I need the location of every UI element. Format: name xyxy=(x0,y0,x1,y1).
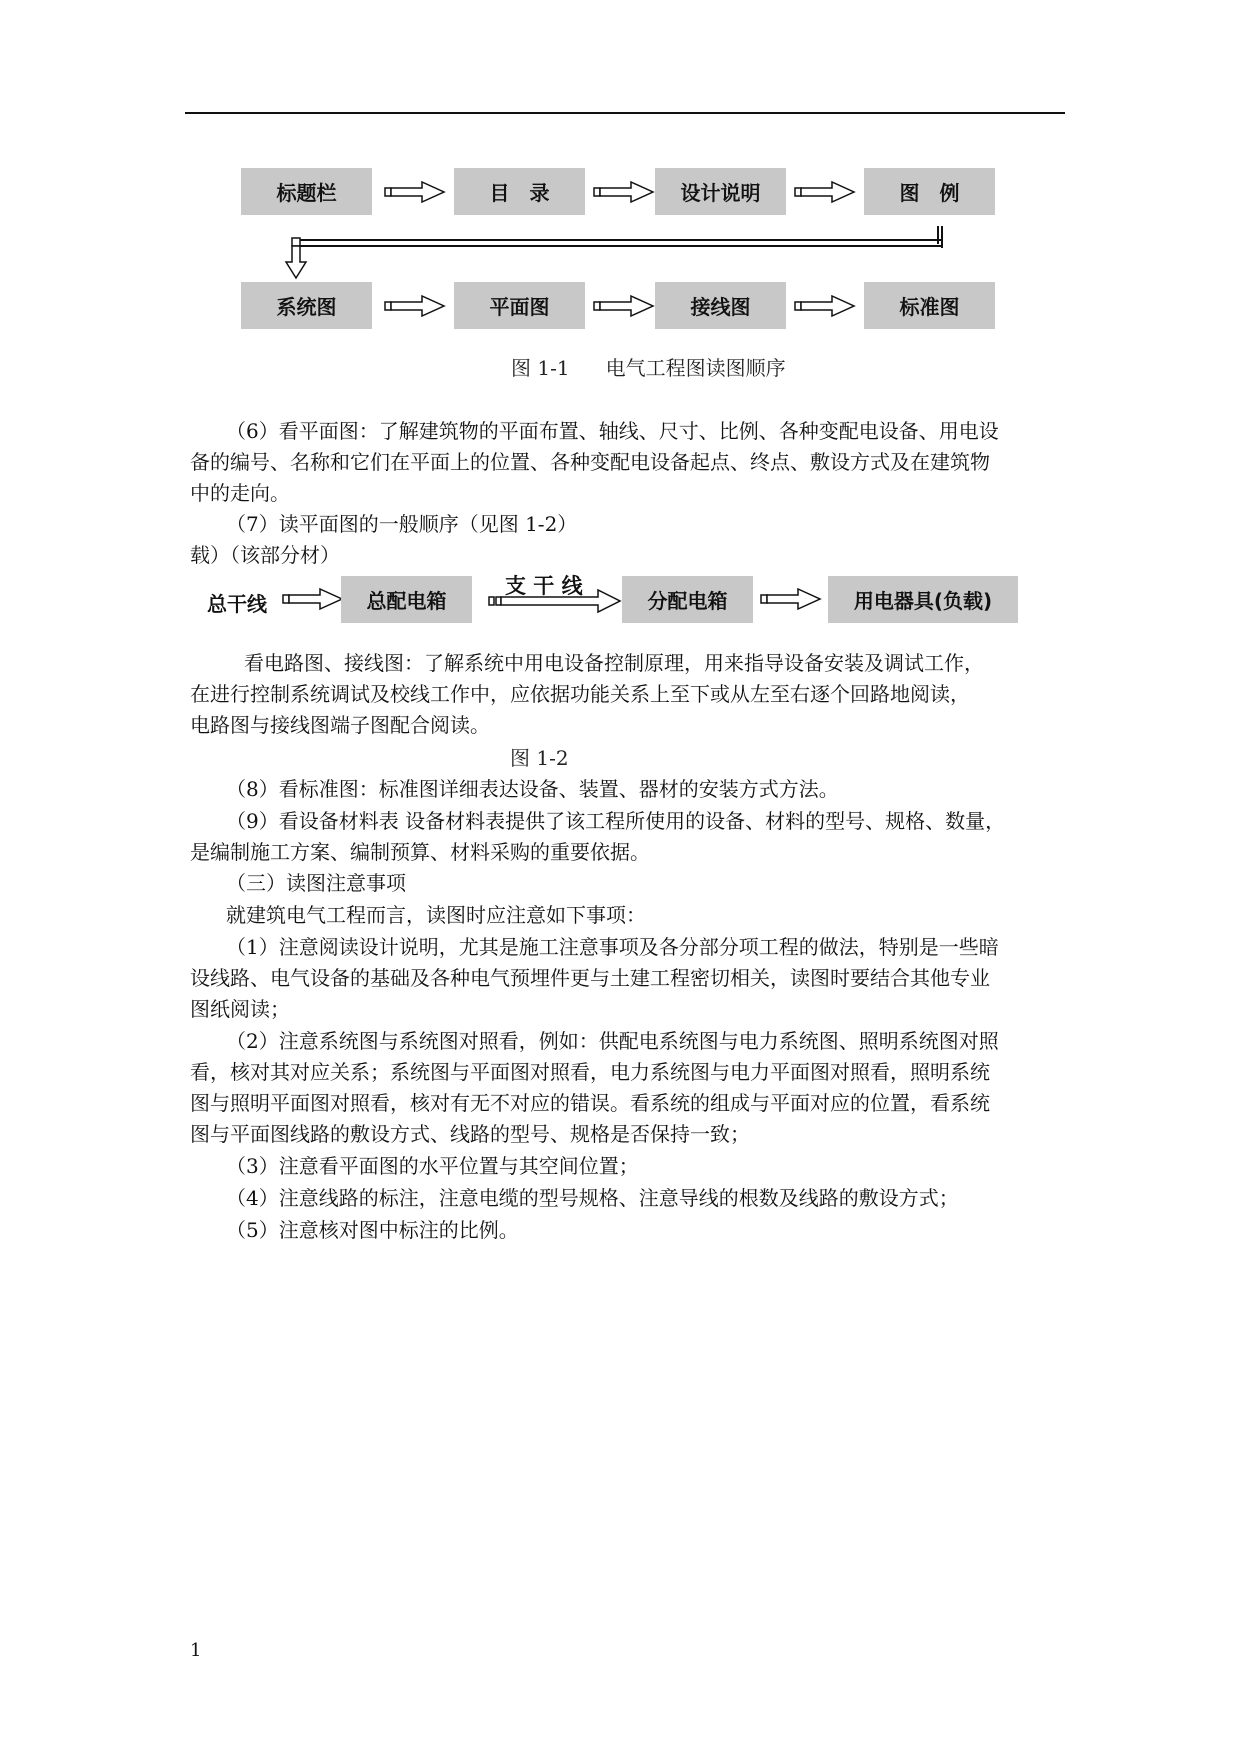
flow-box-system-diagram: 系统图 xyxy=(241,282,372,329)
main-distribution-box: 总配电箱 xyxy=(341,576,472,623)
para-9-line-2: 是编制施工方案、编制预算、材料采购的重要依据。 xyxy=(190,840,650,864)
para-7-line-1: （7）读平面图的一般顺序（见图 1-2） xyxy=(226,512,578,536)
note-4: （4）注意线路的标注，注意电缆的型号规格、注意导线的根数及线路的敷设方式； xyxy=(226,1186,959,1210)
flow-box-plan-view: 平面图 xyxy=(454,282,585,329)
para-6-line-1: （6）看平面图：了解建筑物的平面布置、轴线、尺寸、比例、各种变配电设备、用电设 xyxy=(226,419,999,443)
para-6-line-3: 中的走向。 xyxy=(190,481,290,505)
para-circuit-line-2: 在进行控制系统调试及校线工作中，应依据功能关系上至下或从左至右逐个回路地阅读， xyxy=(190,682,970,706)
para-6-line-2: 备的编号、名称和它们在平面上的位置、各种变配电设备起点、终点、敷设方式及在建筑物 xyxy=(190,450,990,474)
note-3: （3）注意看平面图的水平位置与其空间位置； xyxy=(226,1154,639,1178)
page-number: 1 xyxy=(190,1640,202,1661)
flow-box-wiring-diagram: 接线图 xyxy=(655,282,786,329)
flow-arrow-3 xyxy=(794,180,856,204)
flow-return-arrow xyxy=(284,224,946,280)
note-2-line-4: 图与平面图线路的敷设方式、线路的型号、规格是否保持一致； xyxy=(190,1122,750,1146)
para-circuit-line-1: 看电路图、接线图：了解系统中用电设备控制原理，用来指导设备安装及调试工作， xyxy=(244,651,984,675)
electrical-appliances-box: 用电器具(负载) xyxy=(828,576,1018,623)
note-2-line-1: （2）注意系统图与系统图对照看，例如：供配电系统图与电力系统图、照明系统图对照 xyxy=(226,1029,999,1053)
figure-1-1-title: 电气工程图读图顺序 xyxy=(605,356,786,380)
flow-box-legend: 图 例 xyxy=(864,168,995,215)
note-1-line-1: （1）注意阅读设计说明，尤其是施工注意事项及各分部分项工程的做法，特别是一些暗 xyxy=(226,935,999,959)
flow-arrow-5 xyxy=(593,294,655,318)
para-circuit-line-3: 电路图与接线图端子图配合阅读。 xyxy=(190,713,490,737)
section-3-intro: 就建筑电气工程而言，读图时应注意如下事项： xyxy=(226,903,646,927)
para-9-line-1: （9）看设备材料表 设备材料表提供了该工程所使用的设备、材料的型号、规格、数量， xyxy=(226,809,1006,833)
para-8: （8）看标准图：标准图详细表达设备、装置、器材的安装方式方法。 xyxy=(226,777,839,801)
flow-box-standard-drawing: 标准图 xyxy=(864,282,995,329)
figure-1-1-number: 图 1-1 xyxy=(511,356,570,380)
sub-distribution-box: 分配电箱 xyxy=(622,576,753,623)
branch-trunk-label: 支 干 线 xyxy=(505,574,583,598)
flow-box-contents: 目 录 xyxy=(454,168,585,215)
para-7-line-2: 载）（该部分材） xyxy=(190,543,340,567)
flow2-arrow-3 xyxy=(760,587,822,611)
flow-arrow-6 xyxy=(794,294,856,318)
flow-arrow-4 xyxy=(384,294,446,318)
header-rule xyxy=(185,112,1065,114)
note-2-line-2: 看，核对其对应关系；系统图与平面图对照看，电力系统图与电力平面图对照看，照明系统 xyxy=(190,1060,990,1084)
flow-box-title-block: 标题栏 xyxy=(241,168,372,215)
note-1-line-3: 图纸阅读； xyxy=(190,997,290,1021)
flow2-arrow-1 xyxy=(282,587,344,611)
note-2-line-3: 图与照明平面图对照看，核对有无不对应的错误。看系统的组成与平面对应的位置，看系统 xyxy=(190,1091,990,1115)
section-3-title: （三）读图注意事项 xyxy=(226,871,406,895)
flow-arrow-2 xyxy=(593,180,655,204)
flow2-branch-arrow xyxy=(488,588,622,614)
note-5: （5）注意核对图中标注的比例。 xyxy=(226,1218,519,1242)
flow-box-design-notes: 设计说明 xyxy=(655,168,786,215)
flow-arrow-1 xyxy=(384,180,446,204)
figure-1-2-caption: 图 1-2 xyxy=(510,746,569,770)
note-1-line-2: 设线路、电气设备的基础及各种电气预埋件更与土建工程密切相关，读图时要结合其他专业 xyxy=(190,966,990,990)
figure-1-1-caption xyxy=(511,352,786,381)
main-trunk-label: 总干线 xyxy=(207,592,267,616)
